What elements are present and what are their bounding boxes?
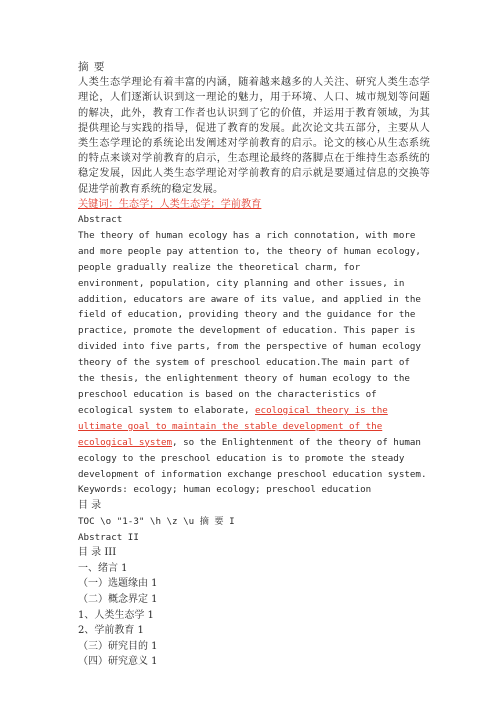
toc-entry[interactable]: （四）研究意义 1 [78,656,158,668]
keywords-en: Keywords: ecology; human ecology; preschool education [78,484,372,496]
abstract-en-text-before: The theory of human ecology has a rich connotation, with more and more people pay attention to, the theory of human ecology, people gradually realize the theoretical charm, for environment, population, city planning and other issues, in addition, educators are aware of its value, and applied in the field of education, providing theory and the guidance for the practice, promote the development of education. This paper is divided into five parts, from the perspective of human ecology theory of the system of preschool education.The main part of the thesis, the enlightenment theory of human ecology to the preschool education is based on the characteristics of ecological system to elaborate, [78,229,421,416]
toc-heading: 目 录 [78,500,102,512]
toc-entry[interactable]: （二）概念界定 1 [78,593,158,605]
toc-field-code: TOC \o "1-3" \h \z \u 摘 要 I [78,515,235,527]
toc-entry[interactable]: 1、人类生态学 1 [78,609,154,621]
abstract-en-highlight: ecological theory is the ultimate goal to maintain the stable development of the ecological system [78,404,388,448]
abstract-en-text-after: , so the Enlightenment of the theory of human ecology to the preschool education is to promote the steady development of information exchange preschool education system. [78,436,427,480]
toc-entry[interactable]: （三）研究目的 1 [78,640,158,652]
abstract-en-body [78,228,430,483]
abstract-en-heading: Abstract [78,214,123,226]
toc-entry[interactable]: 目 录 III [78,547,117,559]
abstract-cn-body: 人类生态学理论有着丰富的内涵，随着越来越多的人关注、研究人类生态学理论，人们逐渐认识到这一理论的魅力，用于环境、人口、城市规划等问题的解决，此外，教育工作者也认识到了它的价值，并运用于教育领域，为其提供理论与实践的指导，促进了教育的发展。此次论文共五部分，主要从人类生态学理论的系统论出发阐述对学前教育的启示。论文的核心从生态系统的特点来谈对学前教育的启示，生态理论最终的落脚点在于维持生态系统的稳定发展，因此人类生态学理论对学前教育的启示就是要通过信息的交换等促进学前教育系统的稳定发展。 [78,77,430,195]
abstract-cn-heading: 摘 要 [78,61,106,73]
toc-entry[interactable]: Abstract II [78,531,139,543]
toc-entry[interactable]: 2、学前教育 1 [78,625,144,637]
document-page [78,60,430,670]
toc-entry[interactable]: 一、绪言 1 [78,562,128,574]
keywords-cn: 关键词：生态学；人类生态学；学前教育 [78,198,262,210]
toc-entry[interactable]: （一）选题缘由 1 [78,578,158,590]
